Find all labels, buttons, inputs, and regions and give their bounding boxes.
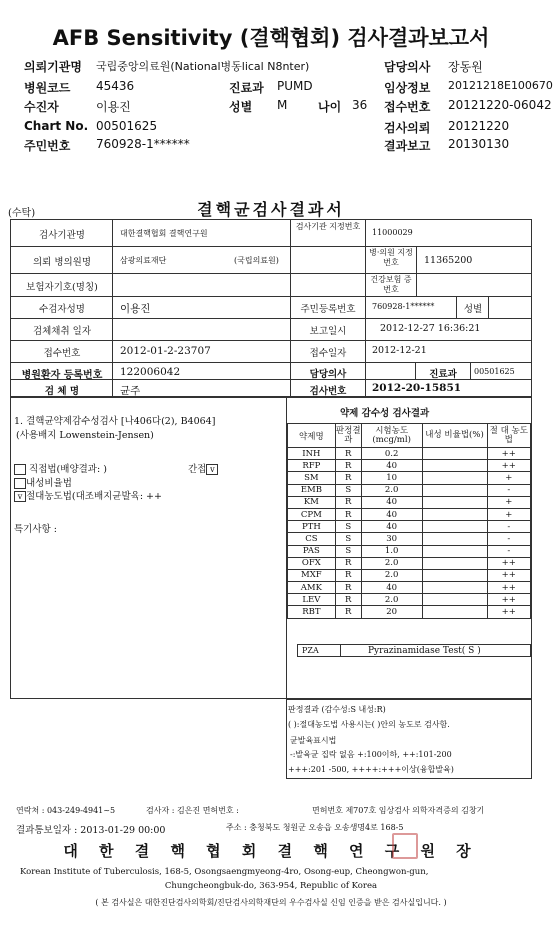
drug-result: R — [335, 569, 361, 581]
drug-name: AMK — [288, 582, 336, 594]
doctor-label: 담당의사 — [384, 60, 431, 74]
drug-concentration: 40 — [361, 521, 422, 533]
drug-absolute: ++ — [487, 606, 530, 618]
drug-concentration: 40 — [361, 582, 422, 594]
rrn-label: 주민번호 — [24, 139, 71, 153]
drug-header-result: 판정결과 — [335, 424, 361, 448]
inst-num-label: 검사기관 지정번호 — [295, 222, 361, 231]
req-label: 의뢰 병의원명 — [32, 257, 92, 268]
drug-row — [288, 484, 531, 496]
drug-row — [288, 557, 531, 569]
drug-header-conc: 시험농도 (mcg/ml) — [361, 424, 422, 448]
method-title: 1. 결핵균약제감수성검사 [나406다(2), B4064] — [14, 416, 216, 427]
footer-institute-en-2: Chungcheongbuk-do, 363-954, Republic of Korea — [164, 881, 378, 891]
pza-label: PZA — [302, 646, 319, 655]
drug-table-title: 약제 감수성 검사결과 — [340, 408, 430, 419]
direct-row — [14, 461, 107, 475]
indirect-row — [188, 461, 218, 475]
drug-concentration: 20 — [361, 606, 422, 618]
drug-absolute: - — [487, 545, 530, 557]
drug-name: SM — [288, 472, 336, 484]
drug-name: CPM — [288, 508, 336, 520]
req-num-label: 병·의원 지정번호 — [369, 248, 413, 267]
drug-name: PTH — [288, 521, 336, 533]
doctor2-label: 담당의사 — [309, 369, 347, 380]
scanned-report-title: 결핵균검사결과서 — [197, 200, 345, 219]
judge-line-2: ( ):절대농도법 사용시는( )안의 농도로 검사함. — [288, 720, 450, 729]
result-date-value: 20130130 — [448, 137, 510, 151]
drug-ratio — [422, 472, 487, 484]
drug-absolute: ++ — [487, 582, 530, 594]
abs-checkbox: v — [14, 491, 26, 502]
drug-result: R — [335, 557, 361, 569]
patient-label: 수진자 — [24, 100, 59, 114]
judge-line-1: 판정결과 (감수성:S 내성:R) — [288, 705, 386, 714]
drug-result: R — [335, 508, 361, 520]
drug-ratio — [422, 557, 487, 569]
drug-header-ratio: 내성 비율법(%) — [422, 424, 487, 448]
special-note-label: 특기사항 : — [14, 524, 57, 535]
drug-concentration: 2.0 — [361, 557, 422, 569]
drug-row — [288, 521, 531, 533]
drug-name: CS — [288, 533, 336, 545]
patient-value: 이용진 — [96, 100, 131, 114]
drug-row — [288, 545, 531, 557]
drug-result: S — [335, 521, 361, 533]
drug-row — [288, 569, 531, 581]
drug-row — [288, 472, 531, 484]
drug-concentration: 0.2 — [361, 448, 422, 460]
drug-name: OFX — [288, 557, 336, 569]
report-time-label: 보고일시 — [309, 326, 347, 337]
test-no-value: 2012-20-15851 — [372, 382, 462, 394]
drug-result: S — [335, 545, 361, 557]
abs-label: 절대농도법(대조배지균발육: ++ — [26, 491, 162, 502]
drug-row — [288, 448, 531, 460]
report-title: AFB Sensitivity (결핵협회) 검사결과보고서 — [52, 26, 490, 50]
rrn2-label: 주민등록번호 — [300, 304, 356, 315]
clinical-info-value: 20121218E100670 — [448, 79, 553, 92]
drug-absolute: - — [487, 533, 530, 545]
drug-row — [288, 594, 531, 606]
drug-ratio — [422, 582, 487, 594]
specimen-value: 균주 — [120, 385, 141, 397]
drug-result: R — [335, 460, 361, 472]
accept2-value: 2012-01-2-23707 — [120, 345, 211, 357]
drug-concentration: 40 — [361, 460, 422, 472]
drug-row — [288, 460, 531, 472]
drug-row — [288, 533, 531, 545]
drug-table — [287, 423, 531, 619]
footer-examiner: 검사자 : 김은진 면허번호 : — [146, 806, 239, 815]
inst-label: 검사기관명 — [39, 230, 85, 241]
footer-institute-kr: 대 한 결 핵 협 회 결 핵 연 구 원 장 — [63, 842, 479, 860]
official-seal — [392, 833, 418, 859]
drug-name: MXF — [288, 569, 336, 581]
pza-value: Pyrazinamidase Test( S ) — [368, 646, 481, 656]
drug-header-abs: 절 대 농도법 — [487, 424, 530, 448]
drug-row — [288, 496, 531, 508]
drug-result: R — [335, 606, 361, 618]
drug-concentration: 2.0 — [361, 569, 422, 581]
report-time-value: 2012-12-27 16:36:21 — [380, 323, 481, 334]
sex2-label: 성별 — [463, 304, 483, 315]
accept-date-label: 접수일자 — [309, 348, 347, 359]
req-num-value: 11365200 — [424, 255, 473, 266]
insurer-label: 보험자기호(명칭) — [26, 282, 98, 293]
drug-concentration: 2.0 — [361, 484, 422, 496]
hospital-code-value: 45436 — [96, 79, 135, 93]
direct-checkbox — [14, 464, 26, 475]
abs-row — [14, 488, 162, 502]
sex-value: M — [277, 98, 288, 112]
direct-label: 직접법(배양결과: ) — [29, 464, 107, 475]
drug-ratio — [422, 606, 487, 618]
footer-institute-en: Korean Institute of Tuberculosis, 168-5, Osongsaengmyeong-4ro, Osong-eup, Cheongwon-gun, — [20, 867, 429, 877]
drug-row — [288, 508, 531, 520]
drug-ratio — [422, 508, 487, 520]
judge-line-5: +++:201 -500, ++++:+++이상(융합발육) — [288, 765, 454, 774]
accept-date-value: 2012-12-21 — [372, 345, 427, 356]
drug-absolute: ++ — [487, 569, 530, 581]
patient-name-label: 수검자성명 — [39, 304, 85, 315]
drug-name: PAS — [288, 545, 336, 557]
request-date-value: 20121220 — [448, 119, 510, 133]
footer-phone: 연락처 : 043-249-4941~5 — [16, 806, 116, 815]
indirect-label: 간접 — [188, 464, 207, 475]
drug-absolute: ++ — [487, 594, 530, 606]
accept-no-label: 접수번호 — [384, 100, 431, 114]
drug-result: R — [335, 594, 361, 606]
scanned-report — [0, 177, 542, 935]
dept2-label: 진료과 — [429, 369, 457, 380]
ratio-row — [14, 475, 72, 489]
drug-concentration: 30 — [361, 533, 422, 545]
doctor-value: 장동원 — [448, 60, 483, 74]
footer-address: 주소 : 충청북도 청원군 오송읍 오송생명4로 168-5 — [226, 823, 404, 832]
specimen-label: 검 체 명 — [44, 386, 80, 397]
drug-result: S — [335, 533, 361, 545]
req-value: 삼광의료재단 — [120, 256, 167, 265]
receipt-tag: (수탁) — [8, 208, 36, 219]
method-sub: (사용배지 Lowenstein-Jensen) — [16, 430, 154, 441]
request-date-label: 검사의뢰 — [384, 121, 431, 135]
drug-name: RBT — [288, 606, 336, 618]
collect-date-label: 검체채취 일자 — [32, 326, 92, 337]
test-no-label: 검사번호 — [309, 386, 347, 397]
drug-concentration: 2.0 — [361, 594, 422, 606]
footer-accreditation-note: ( 본 검사실은 대한진단검사의학회/진단검사의학재단의 우수검사실 신임 인증을 받은 검사실입니다. ) — [95, 898, 447, 907]
drug-name: EMB — [288, 484, 336, 496]
req-value-2: (국립의료원) — [234, 256, 279, 265]
drug-absolute: - — [487, 521, 530, 533]
drug-absolute: ++ — [487, 460, 530, 472]
judge-line-4: -:발육균 집락 없음 +:100이하, ++:101-200 — [290, 750, 452, 759]
inst-num-value: 11000029 — [372, 228, 413, 237]
drug-name: INH — [288, 448, 336, 460]
drug-ratio — [422, 569, 487, 581]
result-date-label: 결과보고 — [384, 139, 431, 153]
drug-absolute: - — [487, 484, 530, 496]
dept2-value: 00501625 — [474, 367, 515, 376]
drug-ratio — [422, 484, 487, 496]
drug-concentration: 40 — [361, 496, 422, 508]
drug-absolute: + — [487, 496, 530, 508]
drug-ratio — [422, 533, 487, 545]
insurance-num-label: 건강보험 증번호 — [370, 275, 412, 294]
chart-no-label: Chart No. — [24, 119, 89, 133]
drug-absolute: ++ — [487, 448, 530, 460]
requester-value: 국립중앙의료원(National병동lical N8nter) — [96, 60, 310, 73]
dept-value: PUMD — [277, 79, 313, 93]
clinical-info-label: 임상정보 — [384, 81, 431, 95]
drug-name: LEV — [288, 594, 336, 606]
drug-absolute: + — [487, 508, 530, 520]
chart-no-value: 00501625 — [96, 119, 158, 133]
inst-value: 대한결핵협회 결핵연구원 — [120, 229, 208, 238]
footer-license: 면허번호 제707호 임상검사 의학자격증의 김창기 — [312, 806, 485, 815]
drug-row — [288, 606, 531, 618]
requester-label: 의뢰기관명 — [24, 60, 82, 74]
drug-row — [288, 582, 531, 594]
hosp-reg-value: 122006042 — [120, 366, 181, 378]
dept-label: 진료과 — [229, 81, 264, 95]
drug-ratio — [422, 545, 487, 557]
drug-ratio — [422, 460, 487, 472]
age-label: 나이 — [318, 100, 342, 114]
accept2-label: 접수번호 — [43, 348, 81, 359]
rrn2-value: 760928-1****** — [372, 302, 435, 311]
drug-absolute: ++ — [487, 557, 530, 569]
rrn-value: 760928-1****** — [96, 137, 190, 151]
drug-result: R — [335, 448, 361, 460]
drug-concentration: 1.0 — [361, 545, 422, 557]
drug-ratio — [422, 521, 487, 533]
hospital-code-label: 병원코드 — [24, 81, 71, 95]
drug-result: R — [335, 582, 361, 594]
ratio-label: 내성비율법 — [26, 478, 72, 489]
age-value: 36 — [352, 98, 368, 112]
drug-result: S — [335, 484, 361, 496]
drug-ratio — [422, 448, 487, 460]
sex-label: 성별 — [229, 100, 253, 114]
judge-line-3: 균발육표시법 — [290, 736, 337, 745]
drug-result: R — [335, 472, 361, 484]
drug-name: KM — [288, 496, 336, 508]
drug-name: RFP — [288, 460, 336, 472]
drug-absolute: + — [487, 472, 530, 484]
indirect-checkbox: v — [206, 464, 218, 475]
drug-concentration: 40 — [361, 508, 422, 520]
drug-header-name: 약제명 — [288, 424, 336, 448]
hosp-reg-label: 병원환자 등록번호 — [21, 370, 103, 381]
accept-no-value: 20121220-06042 — [448, 98, 552, 112]
footer-report-date: 결과통보일자 : 2013-01-29 00:00 — [16, 825, 166, 836]
drug-result: R — [335, 496, 361, 508]
patient-name-value: 이용진 — [120, 303, 151, 315]
drug-ratio — [422, 594, 487, 606]
drug-ratio — [422, 496, 487, 508]
drug-concentration: 10 — [361, 472, 422, 484]
